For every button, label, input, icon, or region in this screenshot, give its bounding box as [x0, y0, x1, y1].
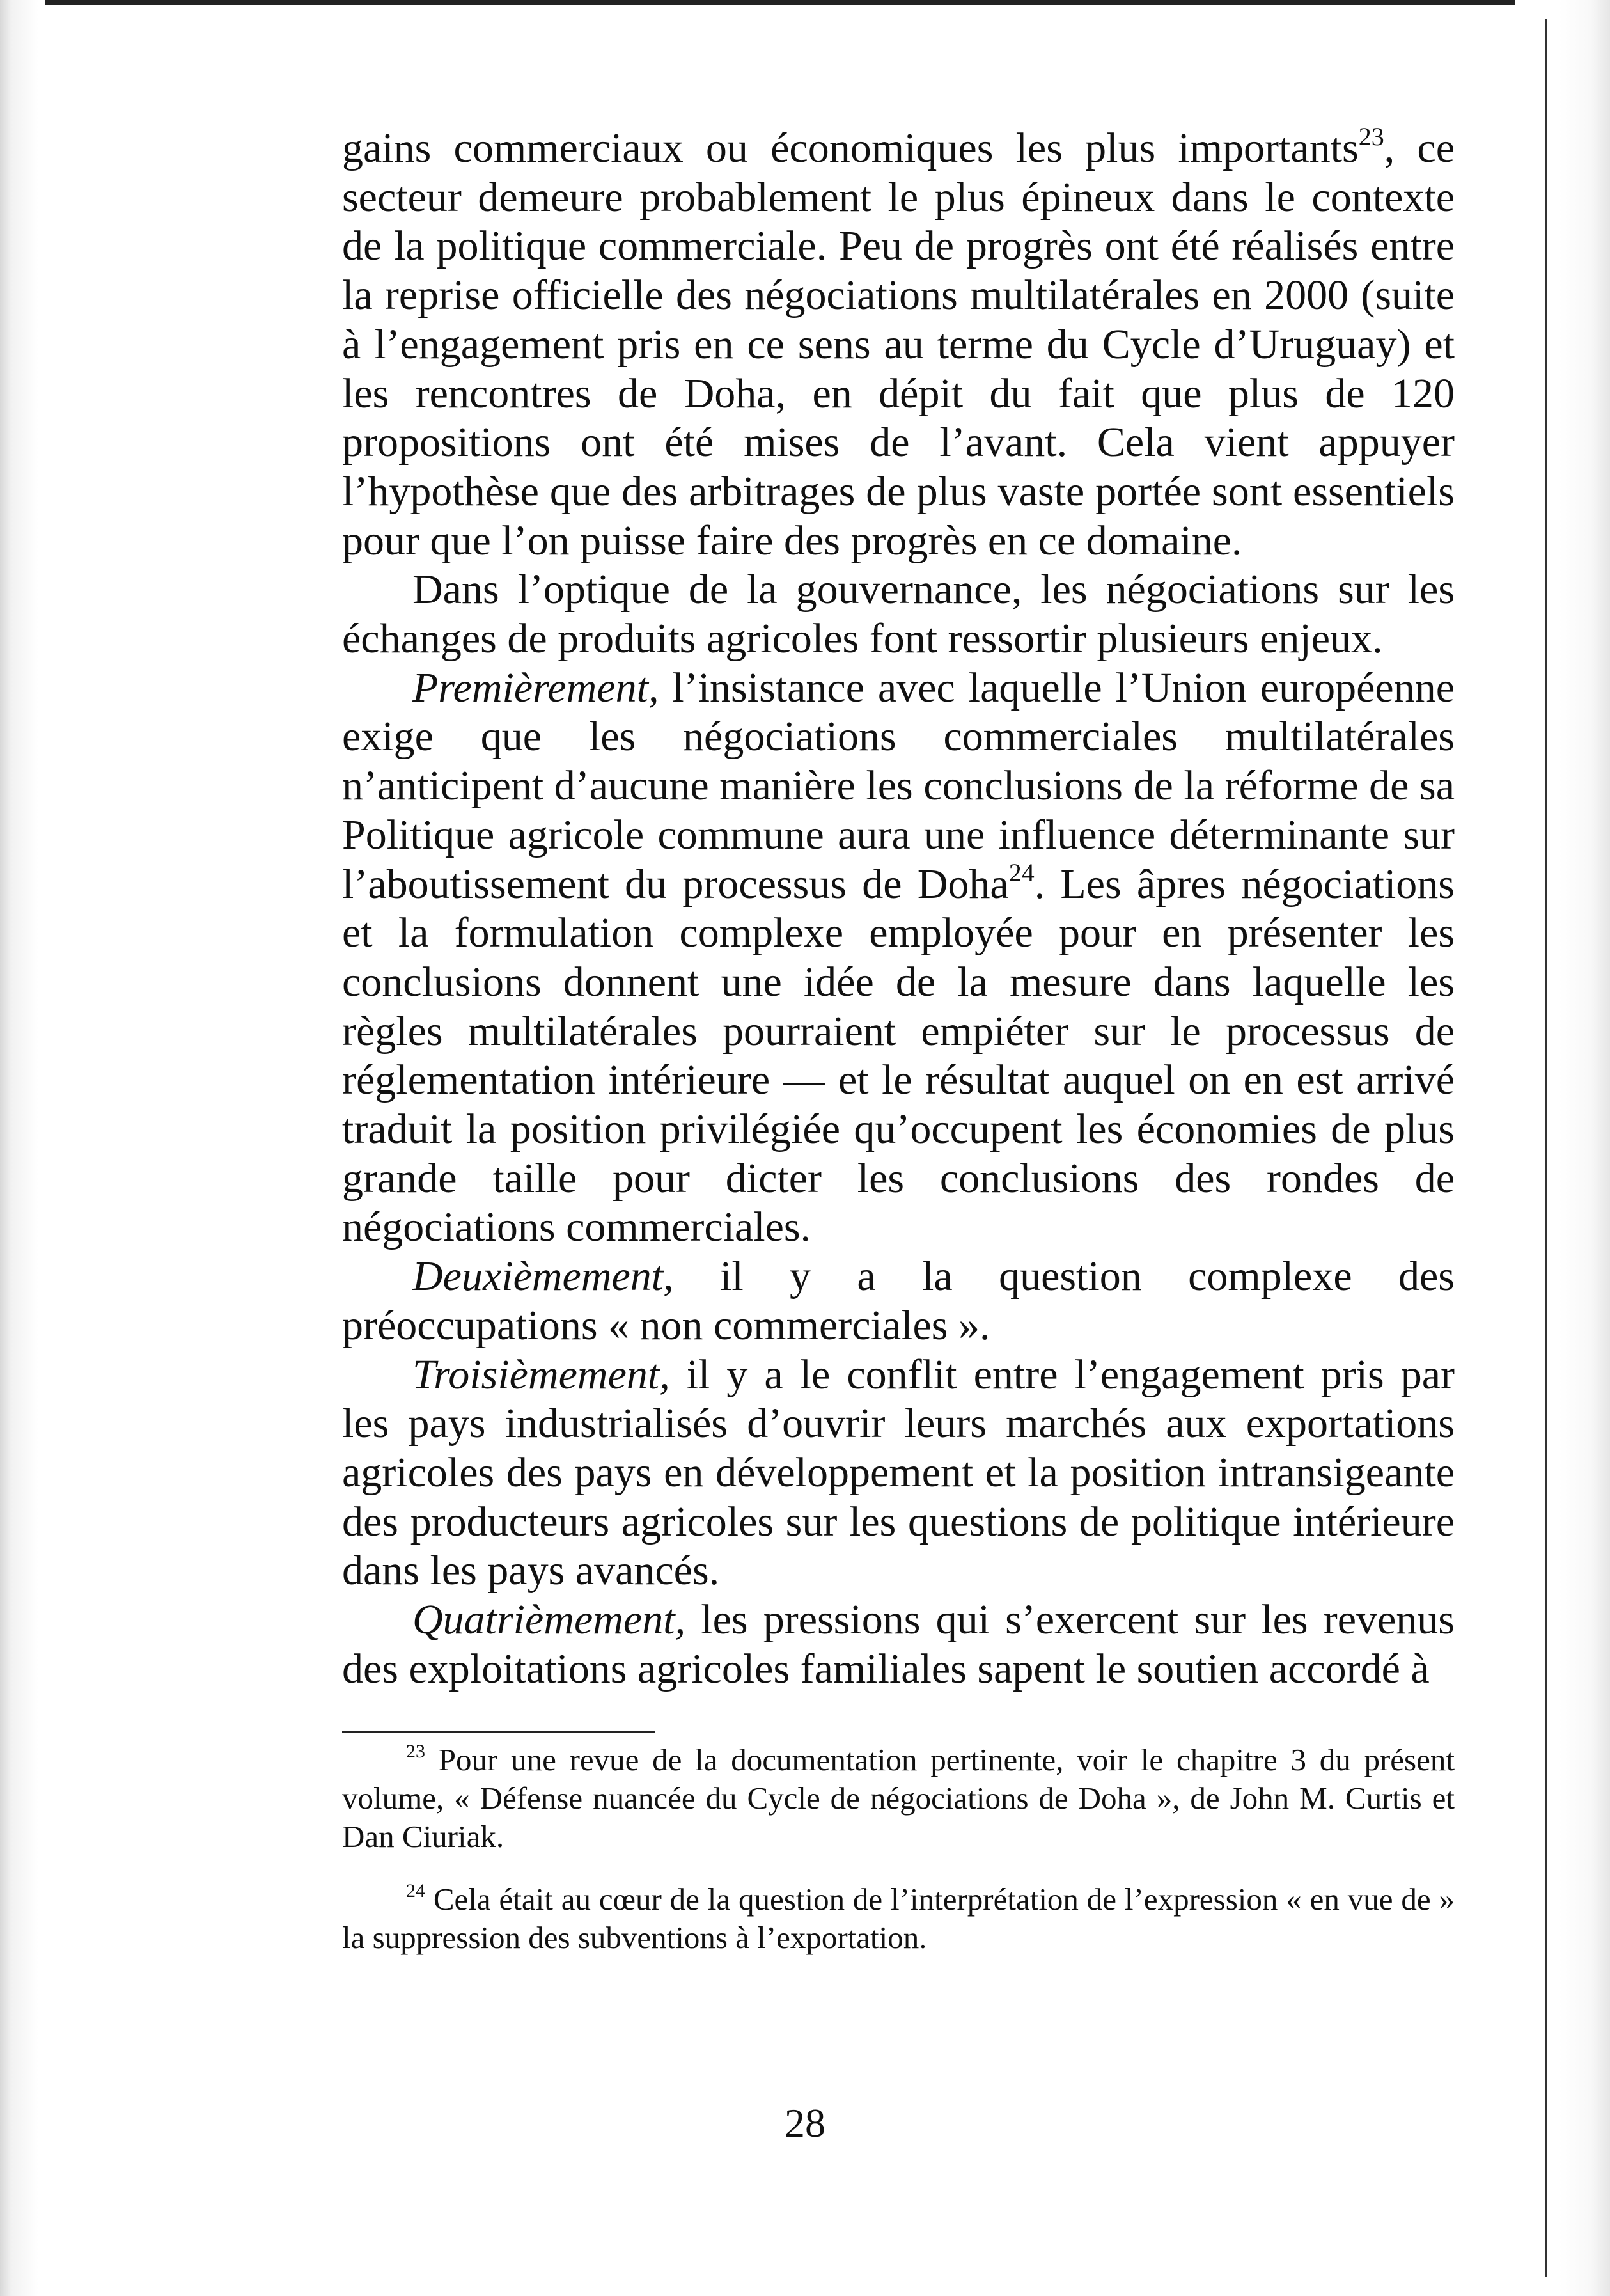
scan-rule-right — [1545, 19, 1547, 2277]
page-number: 28 — [785, 2100, 825, 2146]
paragraph-4-text: il y a la question complexe des préoccupations « non commerciales ». — [342, 1253, 1455, 1349]
scan-edge-left — [0, 0, 45, 2296]
paragraph-4 — [342, 1252, 1455, 1350]
paragraph-4-lead: Deuxièmement, — [412, 1253, 674, 1300]
footnote-separator — [342, 1731, 655, 1733]
paragraph-6-text: les pressions qui s’exercent sur les revenus des exploitations agricoles familiales sapent le soutien accordé à — [342, 1596, 1455, 1692]
paragraph-1-text-a: gains commerciaux ou économiques les plus importants — [342, 125, 1359, 171]
paragraph-1 — [342, 124, 1455, 565]
footnote-ref-23: 23 — [1358, 122, 1384, 151]
footnote-24-number: 24 — [406, 1880, 425, 1901]
paragraph-2: Dans l’optique de la gouvernance, les négociations sur les échanges de produits agricoles font ressortir plusieurs enjeux. — [342, 566, 1455, 663]
paragraph-3 — [342, 664, 1455, 1252]
footnote-23 — [342, 1741, 1455, 1856]
footnotes — [342, 1741, 1455, 1957]
paragraph-6 — [342, 1596, 1455, 1694]
footnote-ref-24: 24 — [1008, 858, 1035, 887]
paragraph-3-lead: Premièrement, — [412, 664, 659, 711]
paragraph-1-text-b: , ce secteur demeure probablement le plus épineux dans le contexte de la politique commerciale. Peu de progrès ont été réalisés entre la reprise officielle des négociations multilatérales en 2000 (suite à l’engagement pris en ce sens au terme du Cycle d’Uruguay) et les rencontres de Doha, en dépit du fait que plus de 120 propositions ont été mises de l’avant. Cela vient appuyer l’hypothèse que des arbitrages de plus vaste portée sont essentiels pour que l’on puisse faire des progrès en ce domaine. — [342, 125, 1455, 564]
footnote-24-text: Cela était au cœur de la question de l’interprétation de l’expression « en vue de » la suppression des subventions à l’exportation. — [342, 1882, 1455, 1955]
footnote-23-text: Pour une revue de la documentation pertinente, voir le chapitre 3 du présent volume, « Défense nuancée du Cycle de négociations de Doha », de John M. Curtis et Dan Ciuriak. — [342, 1742, 1455, 1854]
footnote-23-number: 23 — [406, 1741, 425, 1762]
page-body — [342, 124, 1455, 1694]
footnote-24 — [342, 1880, 1455, 1957]
paragraph-6-lead: Quatrièmement, — [412, 1596, 686, 1644]
paragraph-3-text-b: . Les âpres négociations et la formulation complexe employée pour en présenter les conclusions donnent une idée de la mesure dans laquelle les règles multilatérales pourraient empiéter sur le processus de réglementation intérieure — et le résultat auquel on en est arrivé traduit la position privilégiée qu’occupent les économies de plus grande taille pour dicter les conclusions des rondes de négociations commerciales. — [342, 860, 1455, 1251]
paragraph-5 — [342, 1351, 1455, 1596]
paragraph-5-lead: Troisièmement, — [412, 1351, 670, 1398]
scan-edge-right — [1514, 0, 1610, 2296]
paragraph-5-text: il y a le conflit entre l’engagement pris par les pays industrialisés d’ouvrir leurs marchés aux exportations agricoles des pays en développement et la position intransigeante des producteurs agricoles sur les questions de politique intérieure dans les pays avancés. — [342, 1351, 1455, 1594]
scan-rule-top — [45, 0, 1515, 5]
paragraph-3-text-a: l’insistance avec laquelle l’Union européenne exige que les négociations commerciales multilatérales n’anticipent d’aucune manière les conclusions de la réforme de sa Politique agricole commune aura une influence déterminante sur l’aboutissement du processus de Doha — [342, 664, 1455, 908]
